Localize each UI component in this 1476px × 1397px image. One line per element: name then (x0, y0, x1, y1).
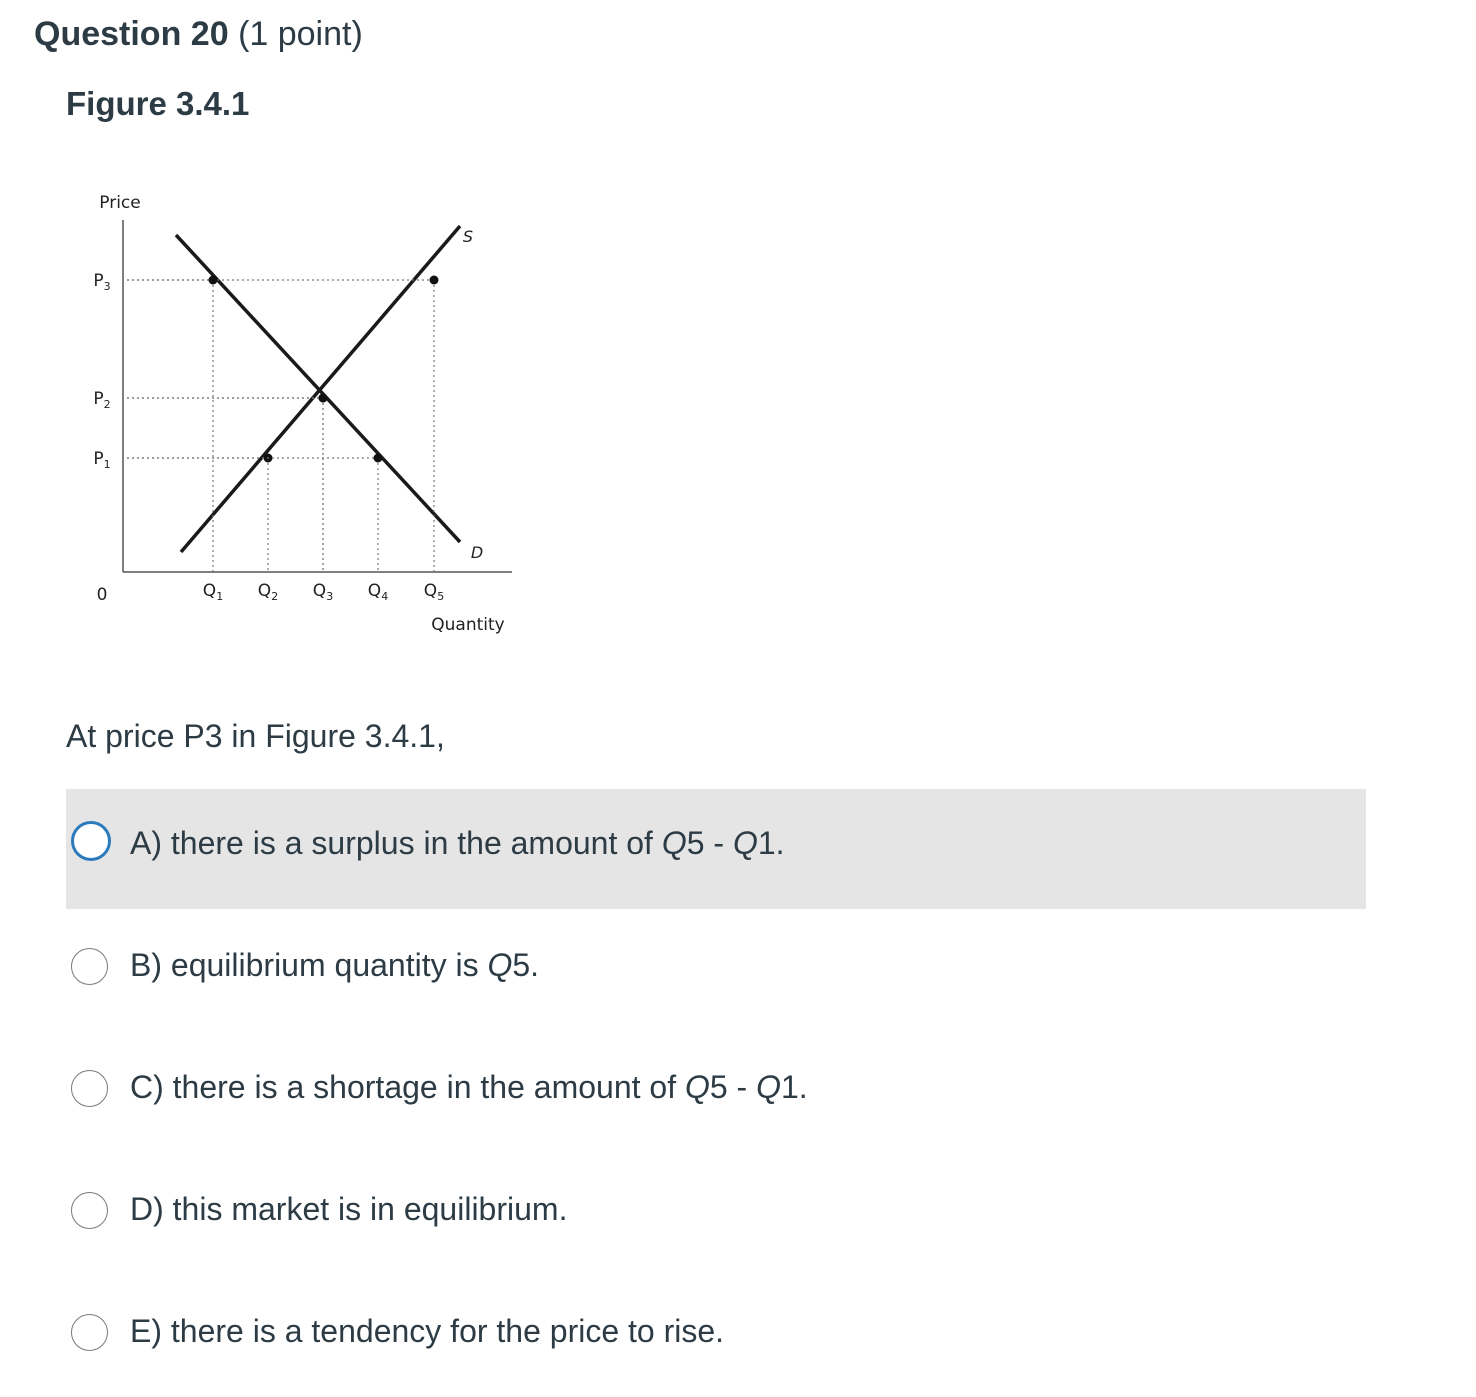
question-points: (1 point) (238, 15, 363, 53)
question-number: Question 20 (34, 15, 229, 53)
y-axis-label: Price (99, 193, 141, 213)
option-a-sep: - (704, 825, 733, 861)
option-e-text (130, 1309, 724, 1353)
option-b-letter: B) (130, 947, 162, 983)
x-axis-label: Quantity (431, 615, 505, 635)
point-D-Q3-P2 (319, 394, 328, 403)
option-a-q5-letter: Q (661, 825, 687, 861)
option-c-q1-letter: Q (756, 1069, 781, 1105)
option-c[interactable] (66, 1033, 1366, 1153)
option-a-q1 (733, 825, 776, 861)
point-D-Q4-P1 (374, 454, 383, 463)
supply-demand-chart (80, 180, 540, 650)
option-c-q5-letter: Q (684, 1069, 710, 1105)
option-a-q1-letter: Q (732, 825, 758, 861)
y-tick-P1: $P_1$ (93, 449, 111, 471)
option-a-text (130, 821, 785, 865)
demand-line (176, 235, 460, 542)
option-c-letter: C) (130, 1069, 164, 1105)
figure-title: Figure 3.4.1 (66, 85, 250, 122)
option-a-q1-sub: 1 (757, 825, 776, 861)
option-d-text (130, 1187, 567, 1231)
option-a[interactable] (66, 789, 1366, 909)
option-c-radio[interactable] (71, 1070, 108, 1107)
point-D-Q1-P3 (209, 276, 218, 285)
option-a-label: there is a surplus in the amount of (170, 825, 662, 861)
option-c-q5 (685, 1069, 728, 1105)
option-b-q5 (487, 947, 530, 983)
y-tick-P3: $P_3$ (93, 271, 111, 293)
option-c-q1 (756, 1069, 799, 1105)
x-tick-Q1: $Q_1$ (202, 581, 224, 603)
option-b-label: equilibrium quantity is (170, 947, 488, 983)
chart-svg (80, 180, 540, 650)
option-b[interactable] (66, 911, 1366, 1031)
option-c-end: . (798, 1069, 808, 1105)
option-b-radio[interactable] (71, 948, 108, 985)
option-d-radio[interactable] (71, 1192, 108, 1229)
option-b-q5-sub: 5 (512, 947, 531, 983)
option-c-q5-sub: 5 (709, 1069, 728, 1105)
supply-label: S (462, 227, 474, 246)
question-header (34, 12, 363, 56)
x-tick-Q5: $Q_5$ (423, 581, 445, 603)
y-tick-P2: $P_2$ (93, 389, 111, 411)
x-tick-Q4: $Q_4$ (367, 581, 389, 603)
option-b-end: . (530, 947, 540, 983)
option-a-q5-sub: 5 (686, 825, 705, 861)
origin-label: 0 (96, 585, 108, 605)
option-e-letter: E) (130, 1313, 162, 1349)
option-e[interactable] (66, 1277, 1366, 1397)
option-c-text (130, 1065, 808, 1109)
question-prompt: At price P3 in Figure 3.4.1, (66, 718, 445, 754)
option-c-label: there is a shortage in the amount of (172, 1069, 685, 1105)
option-a-q5 (662, 825, 705, 861)
option-b-text (130, 943, 539, 987)
option-a-radio[interactable] (71, 821, 111, 861)
option-d[interactable] (66, 1155, 1366, 1275)
x-tick-Q2: $Q_2$ (257, 581, 279, 603)
option-a-end: . (775, 825, 785, 861)
option-e-label: there is a tendency for the price to rise. (170, 1313, 725, 1349)
option-b-q5-letter: Q (487, 947, 513, 983)
x-tick-Q3: $Q_3$ (312, 581, 334, 603)
option-e-radio[interactable] (71, 1314, 108, 1351)
point-S-Q5-P3 (430, 276, 439, 285)
option-c-sep: - (727, 1069, 757, 1105)
option-c-q1-sub: 1 (780, 1069, 799, 1105)
option-a-letter: A) (130, 825, 162, 861)
option-d-letter: D) (130, 1191, 164, 1227)
demand-label: D (470, 543, 484, 562)
option-d-label: this market is in equilibrium. (172, 1191, 568, 1227)
